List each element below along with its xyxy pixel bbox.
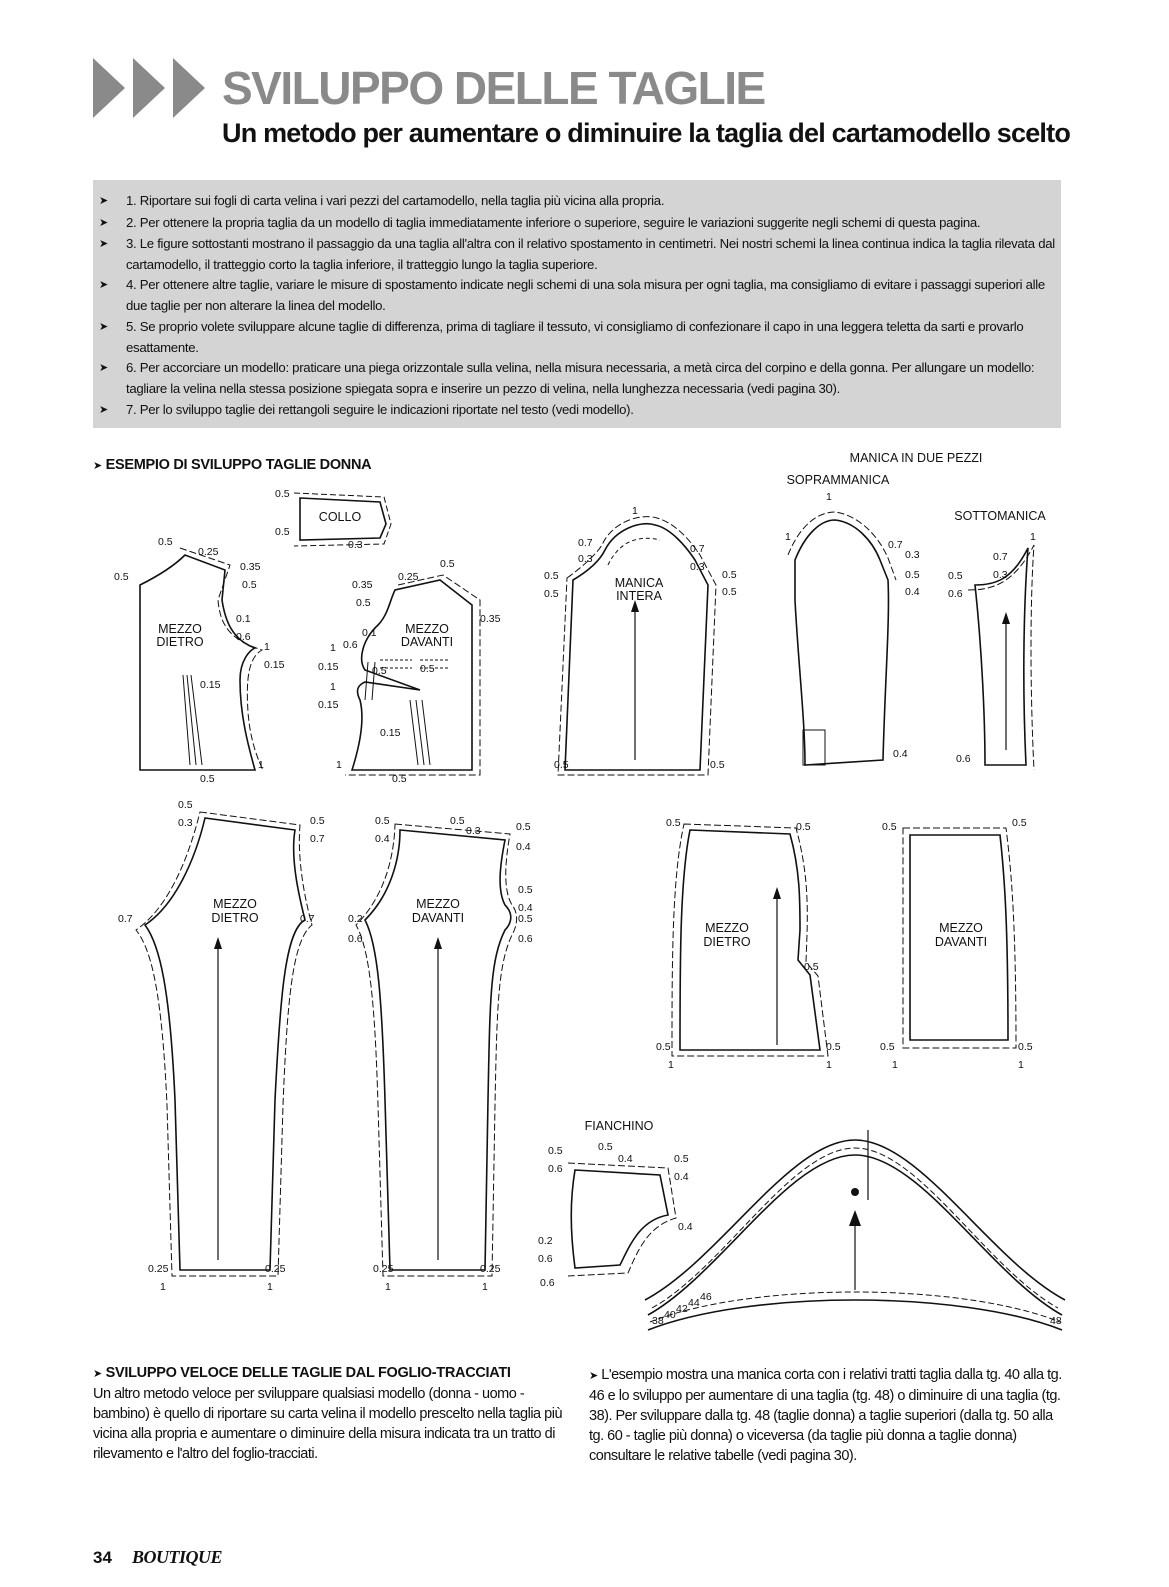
measure-label: 0.5 [114, 571, 129, 583]
label-skirt-back: MEZZO [705, 921, 749, 935]
measure-label: 0.3 [993, 569, 1008, 581]
measure-label: 0.5 [656, 1041, 671, 1053]
measure-label: 0.35 [352, 579, 373, 591]
measure-label: 1 [668, 1059, 674, 1071]
measure-label: 0.5 [882, 821, 897, 833]
bullet-arrow-icon: ➤ [99, 279, 108, 291]
measure-label: 0.5 [598, 1141, 613, 1153]
measure-label: 0.4 [678, 1221, 693, 1233]
measure-label: 0.15 [318, 699, 339, 711]
measure-label: 0.5 [674, 1153, 689, 1165]
measure-label: 0.5 [518, 913, 533, 925]
measure-label: 1 [336, 759, 342, 771]
measure-label: 0.5 [516, 821, 531, 833]
measure-label: 0.5 [554, 759, 569, 771]
measure-label: 0.3 [178, 817, 193, 829]
measure-label: 0.5 [372, 665, 387, 677]
measure-label: 0.5 [200, 773, 215, 785]
measure-label: 0.6 [948, 588, 963, 600]
triple-arrow-icon [93, 58, 213, 118]
measure-label: 0.5 [548, 1145, 563, 1157]
example-heading: ➤ ESEMPIO DI SVILUPPO TAGLIE DONNA [93, 457, 372, 473]
measure-label: 0.2 [348, 913, 363, 925]
measure-label: 0.5 [666, 817, 681, 829]
bullet-arrow-icon: ➤ [99, 321, 108, 333]
measure-label: 0.5 [880, 1041, 895, 1053]
measure-label: 1 [1030, 531, 1036, 543]
measure-label: 0.3 [690, 561, 705, 573]
label-mezzo-davanti-bodice-2: DAVANTI [400, 635, 454, 649]
size-mark: 44 [688, 1297, 700, 1309]
measure-label: 0.5 [804, 961, 819, 973]
measure-label: 1 [482, 1281, 488, 1293]
measure-label: 0.3 [905, 549, 920, 561]
trouser-front-piece [356, 824, 517, 1276]
quick-right-text: ➤ L'esempio mostra una manica corta con i relativi tratti taglia dalla tg. 40 alla tg. 46 e lo sviluppo per aumentare di una taglia (tg. 48) o diminuire di una taglia (tg. 38). Per sviluppare dalla tg. 48 (taglie donna) a taglie superiori (dalla tg. 50 alla tg. 60 - taglie più donna) o viceversa (da taglie più donna a taglie donna) consultare le relative tabelle (vedi pagina 30). [589, 1367, 1062, 1464]
measure-label: 0.5 [722, 586, 737, 598]
page-number: 34 [93, 1548, 112, 1567]
bullet-arrow-icon: ➤ [99, 217, 108, 229]
measure-label: 0.5 [420, 663, 435, 675]
measure-label: 0.6 [540, 1277, 555, 1289]
measure-label: 0.5 [275, 488, 290, 500]
measure-label: 1 [826, 491, 832, 503]
measure-label: 0.15 [264, 659, 285, 671]
label-skirt-back-2: DIETRO [703, 935, 751, 949]
measure-label: 0.35 [480, 613, 501, 625]
bullet-arrow-icon: ➤ [99, 195, 108, 207]
measure-label: 0.5 [722, 569, 737, 581]
measure-label: 0.5 [440, 558, 455, 570]
measure-label: 0.5 [158, 536, 173, 548]
measure-label: 0.5 [1018, 1041, 1033, 1053]
label-fianchino: FIANCHINO [584, 1119, 654, 1133]
bullet-arrow-icon: ➤ [99, 362, 108, 374]
size-mark: 46 [700, 1291, 712, 1303]
measure-label: 0.1 [236, 613, 251, 625]
measure-label: 1 [160, 1281, 166, 1293]
upper-sleeve-piece [788, 512, 896, 765]
label-trouser-back-2: DIETRO [211, 911, 259, 925]
measure-label: 0.7 [310, 833, 325, 845]
quick-heading: ➤ SVILUPPO VELOCE DELLE TAGLIE DAL FOGLIO-TRACCIATI [93, 1365, 511, 1381]
measure-label: 0.25 [398, 571, 419, 583]
measure-label: 0.5 [544, 588, 559, 600]
measure-label: 1 [1018, 1059, 1024, 1071]
measure-label: 0.5 [375, 815, 390, 827]
measure-label: 1 [330, 642, 336, 654]
label-skirt-front-2: DAVANTI [934, 935, 988, 949]
size-mark: 48 [1050, 1315, 1062, 1327]
label-mezzo-dietro-bodice-2: DIETRO [156, 635, 204, 649]
measure-label: 1 [330, 681, 336, 693]
measure-label: 0.4 [618, 1153, 633, 1165]
measure-label: 0.5 [826, 1041, 841, 1053]
label-trouser-front-2: DAVANTI [411, 911, 465, 925]
measure-label: 0.5 [356, 597, 371, 609]
label-trouser-back: MEZZO [213, 897, 257, 911]
label-mezzo-davanti-bodice: MEZZO [405, 622, 449, 636]
label-collo: COLLO [318, 510, 362, 524]
bullet-arrow-icon: ➤ [99, 238, 108, 250]
measure-label: 1 [267, 1281, 273, 1293]
measure-label: 0.5 [518, 884, 533, 896]
measure-label: 0.7 [690, 543, 705, 555]
label-intera: INTERA [616, 589, 662, 603]
measure-label: 0.5 [275, 526, 290, 538]
measure-label: 1 [632, 505, 638, 517]
measure-label: 1 [258, 759, 264, 771]
measure-label: 0.5 [796, 821, 811, 833]
measure-label: 0.3 [578, 553, 593, 565]
measure-label: 0.1 [362, 627, 377, 639]
measure-label: 0.25 [265, 1263, 286, 1275]
measure-label: 0.6 [956, 753, 971, 765]
measure-label: 0.5 [242, 579, 257, 591]
label-soprammanica: SOPRAMMANICA [786, 473, 890, 487]
measure-label: 0.4 [375, 833, 390, 845]
brand-logo: BOUTIQUE [132, 1547, 223, 1567]
size-mark: 38 [652, 1315, 664, 1327]
measure-label: 0.4 [905, 586, 920, 598]
measure-label: 0.7 [578, 537, 593, 549]
measure-label: 0.6 [518, 933, 533, 945]
label-skirt-front: MEZZO [939, 921, 983, 935]
measure-label: 0.5 [310, 815, 325, 827]
measure-label: 0.6 [236, 631, 251, 643]
measure-label: 0.15 [200, 679, 221, 691]
label-trouser-front: MEZZO [416, 897, 460, 911]
measure-label: 0.7 [300, 913, 315, 925]
quick-left-text: Un altro metodo veloce per sviluppare qualsiasi modello (donna - uomo - bambino) è quello di riportare su carta velina il modello prescelto nella taglia più vicina alla propria e aumentare o diminuire della misura indicata tra un tratto di rilevamento e l'altro del foglio-tracciati. [93, 1386, 563, 1462]
label-mezzo-dietro-bodice: MEZZO [158, 622, 202, 636]
side-panel-piece [568, 1163, 676, 1276]
label-manica-due-pezzi: MANICA IN DUE PEZZI [849, 451, 983, 465]
measure-label: 0.6 [343, 639, 358, 651]
measure-label: 0.25 [480, 1263, 501, 1275]
measure-label: 0.7 [993, 551, 1008, 563]
measure-label: 0.5 [392, 773, 407, 785]
measure-label: 0.35 [240, 561, 261, 573]
measure-label: 0.5 [178, 799, 193, 811]
size-mark: 42 [676, 1303, 688, 1315]
sleeve-size-marks [652, 1291, 1062, 1327]
trouser-back-piece [136, 812, 312, 1276]
measure-label: 0.3 [348, 539, 363, 551]
measure-label: 0.5 [948, 570, 963, 582]
measure-label: 0.5 [710, 759, 725, 771]
measure-label: 1 [385, 1281, 391, 1293]
bullet-arrow-icon: ➤ [99, 404, 108, 416]
bullet-arrow-icon: ➤ [93, 460, 102, 472]
measure-label: 0.5 [544, 570, 559, 582]
measure-label: 0.7 [118, 913, 133, 925]
measure-label: 0.4 [518, 902, 533, 914]
measure-label: 0.25 [148, 1263, 169, 1275]
measure-label: 1 [892, 1059, 898, 1071]
measure-label: 0.25 [373, 1263, 394, 1275]
page-subtitle: Un metodo per aumentare o diminuire la taglia del cartamodello scelto [222, 118, 1071, 148]
measure-label: 0.5 [905, 569, 920, 581]
page-title: SVILUPPO DELLE TAGLIE [222, 62, 765, 114]
measure-label: 0.7 [888, 539, 903, 551]
measure-label: 0.2 [538, 1235, 553, 1247]
measure-label: 0.15 [380, 727, 401, 739]
bullet-arrow-icon: ➤ [589, 1370, 598, 1382]
measure-label: 0.25 [198, 546, 219, 558]
measure-label: 0.6 [548, 1163, 563, 1175]
rules-box: ➤ 1. Riportare sui fogli di carta velina i vari pezzi del cartamodello, nella taglia più vicina alla propria. ➤ 2. Per ottenere la propria taglia da un modello di taglia immediatamente inferiore o superiore, seguire le variazioni suggerite negli schemi di questa pagina. ➤ 3. Le figure sottostanti mostrano il passaggio da una taglia all'altra con il relativo spostamento in centimetri. Nei nostri schemi la linea continua indica la taglia rilevata dal cartamodello, il tratteggio corto la taglia inferiore, il tratteggio lungo la taglia superiore. ➤ 4. Per ottenere altre taglie, variare le misure di spostamento indicate negli schemi di una sola misura per ogni taglia, ma consigliamo di evitare i passaggi superiori alle due taglie per non alterare la linea del modello. ➤ 5. Se proprio volete sviluppare alcune taglie di differenza, prima di tagliare il tessuto, vi consigliamo di confezionare il capo in una leggera teletta da sarti e provarlo esattamente. ➤ 6. Per accorciare un modello: praticare una piega orizzontale sulla velina, nella misura necessaria, a metà circa del corpino e della gonna. Per allungare un modello: tagliare la velina nella stessa posizione spiegata sopra e inserire un pezzo di velina, nella lunghezza necessaria (vedi pagina 30). ➤ 7. Per lo sviluppo taglie dei rettangoli seguire le indicazioni riportate nel testo (vedi modello). [93, 180, 1061, 428]
size-mark: 40 [664, 1309, 676, 1321]
measure-label: 0.4 [674, 1171, 689, 1183]
label-manica: MANICA [614, 576, 664, 590]
measure-label: 1 [826, 1059, 832, 1071]
measure-label: 0.5 [450, 815, 465, 827]
bullet-arrow-icon: ➤ [93, 1368, 102, 1380]
measure-label: 0.4 [516, 841, 531, 853]
measure-label: 0.15 [318, 661, 339, 673]
label-sottomanica: SOTTOMANICA [954, 509, 1046, 523]
measure-label: 0.6 [538, 1253, 553, 1265]
measure-label: 0.4 [893, 748, 908, 760]
measure-label: 0.3 [466, 825, 481, 837]
measure-label: 1 [785, 531, 791, 543]
pattern-diagram [0, 440, 1169, 1360]
measure-label: 1 [264, 641, 270, 653]
measure-label: 0.5 [1012, 817, 1027, 829]
measure-label: 0.6 [348, 933, 363, 945]
